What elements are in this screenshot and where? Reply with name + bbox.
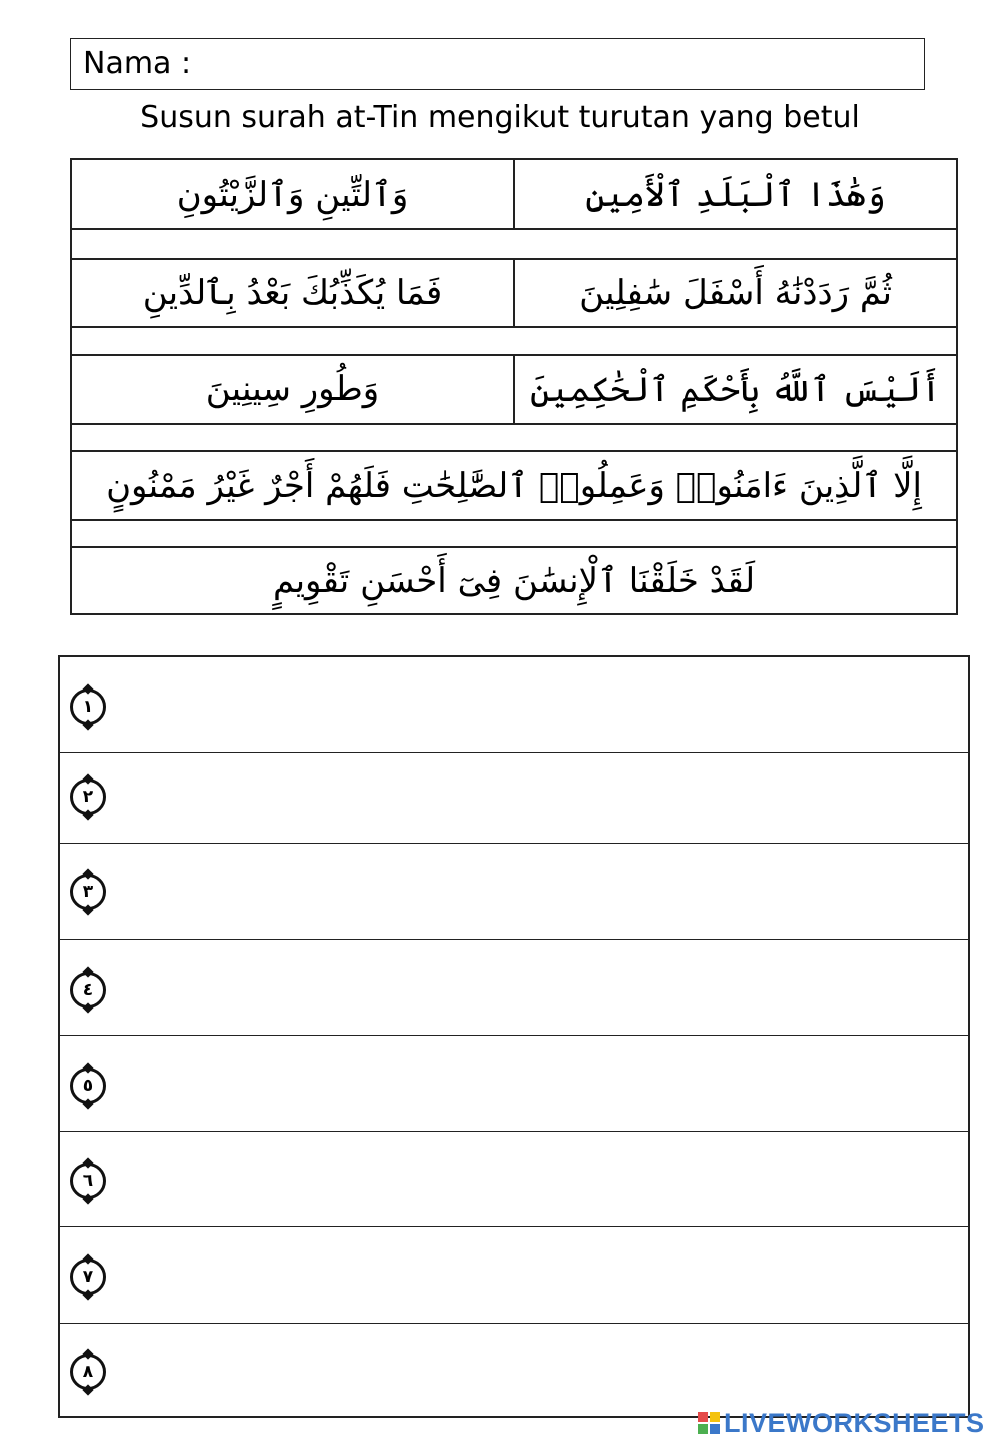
number-1-badge: ١ bbox=[70, 689, 106, 725]
answer-slot[interactable] bbox=[60, 1132, 968, 1227]
answer-slot[interactable] bbox=[60, 940, 968, 1036]
answer-table bbox=[58, 655, 970, 1418]
verse-card[interactable]: ثُمَّ رَدَدْنَٰهُ أَسْفَلَ سَٰفِلِينَ bbox=[579, 272, 892, 313]
answer-slot[interactable] bbox=[60, 1227, 968, 1324]
verse-row bbox=[72, 451, 956, 519]
verse-card[interactable]: أَلَيْسَ ٱللَّهُ بِأَحْكَمِ ٱلْحَٰكِمِينَ bbox=[530, 369, 941, 410]
answer-slot[interactable] bbox=[60, 1036, 968, 1132]
number-6-badge: ٦ bbox=[70, 1163, 106, 1199]
verse-card[interactable]: وَهَٰذَا ٱلْبَلَدِ ٱلْأَمِينِ bbox=[585, 174, 886, 215]
name-label: Nama : bbox=[83, 46, 192, 81]
logo-square bbox=[698, 1424, 708, 1434]
verse-card[interactable]: إِلَّا ٱلَّذِينَ ءَامَنُوا۟ وَعَمِلُوا۟ ٱلصَّٰلِحَٰتِ فَلَهُمْ أَجْرٌ غَيْرُ مَمْنُونٍ bbox=[106, 465, 922, 506]
answer-slot[interactable] bbox=[60, 753, 968, 844]
number-2-badge: ٢ bbox=[70, 779, 106, 815]
verse-row bbox=[72, 547, 956, 613]
verse-table bbox=[70, 158, 958, 615]
number-8-badge: ٨ bbox=[70, 1354, 106, 1390]
name-field[interactable] bbox=[70, 38, 925, 90]
divider bbox=[72, 326, 956, 328]
verse-card[interactable]: لَقَدْ خَلَقْنَا ٱلْإِنسَٰنَ فِىٓ أَحْسَنِ تَقْوِيمٍ bbox=[272, 560, 756, 601]
logo-square bbox=[710, 1412, 720, 1422]
logo-square bbox=[710, 1424, 720, 1434]
verse-row bbox=[72, 355, 956, 423]
verse-card[interactable]: وَٱلتِّينِ وَٱلزَّيْتُونِ bbox=[72, 160, 515, 228]
number-7-badge: ٧ bbox=[70, 1259, 106, 1295]
instruction-text: Susun surah at-Tin mengikut turutan yang betul bbox=[140, 100, 860, 135]
verse-row bbox=[72, 259, 956, 326]
answer-slot[interactable] bbox=[60, 1324, 968, 1416]
divider bbox=[72, 519, 956, 521]
number-3-badge: ٣ bbox=[70, 874, 106, 910]
answer-slot[interactable] bbox=[60, 844, 968, 940]
verse-row bbox=[72, 160, 956, 228]
liveworksheets-logo[interactable] bbox=[698, 1409, 985, 1437]
logo-text: LIVEWORKSHEETS bbox=[724, 1407, 985, 1438]
number-4-badge: ٤ bbox=[70, 972, 106, 1008]
number-5-badge: ٥ bbox=[70, 1068, 106, 1104]
verse-card[interactable]: وَطُورِ سِينِينَ bbox=[72, 355, 515, 423]
divider bbox=[72, 423, 956, 425]
divider bbox=[72, 228, 956, 230]
answer-slot[interactable] bbox=[60, 657, 968, 753]
logo-icon bbox=[698, 1412, 720, 1434]
verse-card[interactable]: فَمَا يُكَذِّبُكَ بَعْدُ بِٱلدِّينِ bbox=[72, 259, 515, 326]
logo-square bbox=[698, 1412, 708, 1422]
